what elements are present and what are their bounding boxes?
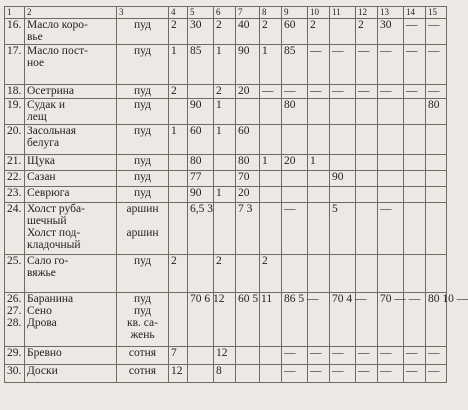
item-name: Осетрина [25, 85, 117, 99]
value-cell [330, 125, 356, 155]
value-cell [260, 171, 282, 187]
item-name: Сазан [25, 171, 117, 187]
value-cell: 5 [330, 203, 356, 255]
row-number: 30. [5, 365, 25, 383]
value-cell: — [404, 45, 426, 85]
item-name: Доски [25, 365, 117, 383]
unit-cell: пуд [117, 155, 169, 171]
column-number-9: 9 [282, 7, 308, 19]
value-cell [426, 203, 447, 255]
row-number: 20. [5, 125, 25, 155]
value-cell: — [378, 203, 404, 255]
value-cell [188, 365, 214, 383]
value-cell [169, 203, 188, 255]
value-cell: 1 [260, 45, 282, 85]
item-name: Судак и лещ [25, 99, 117, 125]
table-row [5, 347, 447, 365]
value-cell [426, 187, 447, 203]
value-cell: — [426, 19, 447, 45]
table-row [5, 85, 447, 99]
value-cell: — [330, 45, 356, 85]
unit-cell: пуд [117, 19, 169, 45]
value-cell [356, 155, 378, 171]
value-cell: 90 [188, 99, 214, 125]
item-name: Сало го- вяжье [25, 255, 117, 293]
value-cell: — [404, 365, 426, 383]
item-name: Щука [25, 155, 117, 171]
item-name: Баранина Сено Дрова [25, 293, 117, 347]
table-row [5, 187, 447, 203]
unit-cell: аршин аршин [117, 203, 169, 255]
value-cell [169, 99, 188, 125]
value-cell [188, 85, 214, 99]
value-cell [236, 365, 260, 383]
value-cell: 2 [356, 19, 378, 45]
value-cell [378, 155, 404, 171]
value-cell: — [378, 347, 404, 365]
value-cell: 80 10 — [426, 293, 447, 347]
value-cell: 2 [260, 19, 282, 45]
value-cell: — [330, 347, 356, 365]
value-cell: — [308, 85, 330, 99]
value-cell [260, 365, 282, 383]
value-cell: — [308, 45, 330, 85]
unit-cell: пуд [117, 45, 169, 85]
value-cell [282, 171, 308, 187]
item-name: Засольная белуга [25, 125, 117, 155]
table-row [5, 19, 447, 45]
value-cell [308, 203, 330, 255]
value-cell [308, 187, 330, 203]
column-number-15: 15 [426, 7, 447, 19]
value-cell: 1 [214, 45, 236, 85]
value-cell: — [356, 45, 378, 85]
value-cell [236, 255, 260, 293]
value-cell [188, 255, 214, 293]
value-cell: — [330, 365, 356, 383]
column-number-10: 10 [308, 7, 330, 19]
table-row [5, 293, 447, 347]
item-name: Масло коро- вье [25, 19, 117, 45]
table-row [5, 155, 447, 171]
row-number: 22. [5, 171, 25, 187]
value-cell [169, 155, 188, 171]
value-cell [330, 19, 356, 45]
column-number-4: 4 [169, 7, 188, 19]
value-cell: — [404, 19, 426, 45]
value-cell: — [308, 365, 330, 383]
value-cell: — [356, 85, 378, 99]
value-cell [214, 155, 236, 171]
value-cell: 6,5 3 [188, 203, 214, 255]
row-number: 19. [5, 99, 25, 125]
value-cell: 1 [214, 99, 236, 125]
value-cell: 1 [214, 125, 236, 155]
unit-cell: пуд [117, 85, 169, 99]
value-cell: 60 [282, 19, 308, 45]
table-row [5, 99, 447, 125]
value-cell: — [282, 203, 308, 255]
value-cell: — [426, 85, 447, 99]
value-cell: 1 [214, 187, 236, 203]
value-cell [404, 203, 426, 255]
value-cell: — [378, 365, 404, 383]
value-cell [260, 203, 282, 255]
value-cell [378, 125, 404, 155]
value-cell [214, 203, 236, 255]
table-row [5, 171, 447, 187]
value-cell: — [282, 365, 308, 383]
column-number-3: 3 [117, 7, 169, 19]
value-cell [308, 99, 330, 125]
unit-cell: пуд [117, 99, 169, 125]
value-cell: 30 [378, 19, 404, 45]
value-cell: 2 [214, 85, 236, 99]
value-cell [236, 347, 260, 365]
value-cell: 2 [260, 255, 282, 293]
column-number-14: 14 [404, 7, 426, 19]
item-name: Масло пост- ное [25, 45, 117, 85]
value-cell [330, 187, 356, 203]
column-number-11: 11 [330, 7, 356, 19]
value-cell: 1 [169, 45, 188, 85]
value-cell [260, 99, 282, 125]
value-cell: 90 [188, 187, 214, 203]
value-cell [378, 171, 404, 187]
value-cell: — [260, 85, 282, 99]
unit-cell: пуд [117, 125, 169, 155]
value-cell [308, 255, 330, 293]
value-cell: — [282, 85, 308, 99]
unit-cell: сотня [117, 365, 169, 383]
value-cell [356, 187, 378, 203]
unit-cell: пуд [117, 255, 169, 293]
value-cell: 77 [188, 171, 214, 187]
value-cell [426, 125, 447, 155]
row-number: 29. [5, 347, 25, 365]
value-cell: 80 [426, 99, 447, 125]
value-cell: 80 [188, 155, 214, 171]
value-cell: 70 6 12 [188, 293, 214, 347]
value-cell [330, 155, 356, 171]
value-cell [282, 187, 308, 203]
value-cell [308, 125, 330, 155]
value-cell [356, 99, 378, 125]
value-cell: — [308, 347, 330, 365]
value-cell: — [404, 85, 426, 99]
value-cell [169, 187, 188, 203]
row-number: 24. [5, 203, 25, 255]
value-cell: 86 5 — [282, 293, 308, 347]
row-number: 17. [5, 45, 25, 85]
table-row [5, 45, 447, 85]
value-cell [188, 347, 214, 365]
value-cell: — [282, 347, 308, 365]
value-cell: — [426, 45, 447, 85]
column-number-2: 2 [25, 7, 117, 19]
value-cell: 2 [214, 255, 236, 293]
unit-cell: сотня [117, 347, 169, 365]
table-row [5, 365, 447, 383]
value-cell: 70 4 — [330, 293, 356, 347]
value-cell [404, 171, 426, 187]
row-number: 25. [5, 255, 25, 293]
value-cell [356, 171, 378, 187]
value-cell: 20 [236, 187, 260, 203]
value-cell: 60 5 11 [236, 293, 260, 347]
column-number-12: 12 [356, 7, 378, 19]
value-cell: 12 [169, 365, 188, 383]
value-cell: — [426, 347, 447, 365]
column-number-7: 7 [236, 7, 260, 19]
value-cell [404, 155, 426, 171]
value-cell: 80 [282, 99, 308, 125]
column-number-6: 6 [214, 7, 236, 19]
row-number: 16. [5, 19, 25, 45]
value-cell [260, 125, 282, 155]
value-cell: 30 [188, 19, 214, 45]
value-cell [426, 255, 447, 293]
value-cell: 7 [169, 347, 188, 365]
value-cell [282, 255, 308, 293]
value-cell: 90 [236, 45, 260, 85]
value-cell [214, 171, 236, 187]
value-cell [330, 255, 356, 293]
value-cell [404, 187, 426, 203]
row-number: 23. [5, 187, 25, 203]
value-cell: — [378, 45, 404, 85]
value-cell [356, 203, 378, 255]
value-cell [404, 99, 426, 125]
value-cell: 2 [169, 85, 188, 99]
value-cell: 2 [214, 19, 236, 45]
value-cell: 60 [236, 125, 260, 155]
value-cell: 70 — — [378, 293, 404, 347]
unit-cell: пуд [117, 171, 169, 187]
value-cell: — [356, 365, 378, 383]
value-cell: 1 [169, 125, 188, 155]
value-cell: 2 [169, 255, 188, 293]
value-cell: 60 [188, 125, 214, 155]
value-cell: — [378, 85, 404, 99]
unit-cell: пуд пуд кв. са- жень [117, 293, 169, 347]
value-cell [356, 125, 378, 155]
item-name: Холст руба- шечный Холст под- кладочный [25, 203, 117, 255]
value-cell: 1 [260, 155, 282, 171]
value-cell [426, 155, 447, 171]
value-cell [308, 171, 330, 187]
column-number-row [5, 7, 447, 19]
value-cell: 20 [236, 85, 260, 99]
value-cell: 40 [236, 19, 260, 45]
value-cell [378, 187, 404, 203]
value-cell [169, 171, 188, 187]
value-cell [404, 255, 426, 293]
value-cell: 8 [214, 365, 236, 383]
column-number-13: 13 [378, 7, 404, 19]
value-cell [236, 99, 260, 125]
value-cell: 85 [188, 45, 214, 85]
item-name: Бревно [25, 347, 117, 365]
value-cell: 2 [169, 19, 188, 45]
value-cell [260, 347, 282, 365]
value-cell [260, 187, 282, 203]
value-cell [378, 255, 404, 293]
column-number-8: 8 [260, 7, 282, 19]
value-cell [356, 255, 378, 293]
value-cell [330, 99, 356, 125]
value-cell [282, 125, 308, 155]
table-row [5, 125, 447, 155]
value-cell: 70 [236, 171, 260, 187]
row-number: 26. 27. 28. [5, 293, 25, 347]
value-cell: 1 [308, 155, 330, 171]
row-number: 21. [5, 155, 25, 171]
price-table [4, 6, 468, 383]
value-cell [169, 293, 188, 347]
column-number-5: 5 [188, 7, 214, 19]
value-cell: 80 [236, 155, 260, 171]
value-cell: — [426, 365, 447, 383]
value-cell [426, 171, 447, 187]
value-cell: 2 [308, 19, 330, 45]
column-number-1: 1 [5, 7, 25, 19]
value-cell [404, 125, 426, 155]
value-cell: — [404, 347, 426, 365]
table-row [5, 203, 447, 255]
row-number: 18. [5, 85, 25, 99]
value-cell: — [330, 85, 356, 99]
value-cell: 90 [330, 171, 356, 187]
value-cell: 7 3 [236, 203, 260, 255]
value-cell [378, 99, 404, 125]
value-cell: — [356, 347, 378, 365]
table-row [5, 255, 447, 293]
value-cell: 12 [214, 347, 236, 365]
value-cell: 20 [282, 155, 308, 171]
value-cell: 85 [282, 45, 308, 85]
unit-cell: пуд [117, 187, 169, 203]
item-name: Севрюга [25, 187, 117, 203]
